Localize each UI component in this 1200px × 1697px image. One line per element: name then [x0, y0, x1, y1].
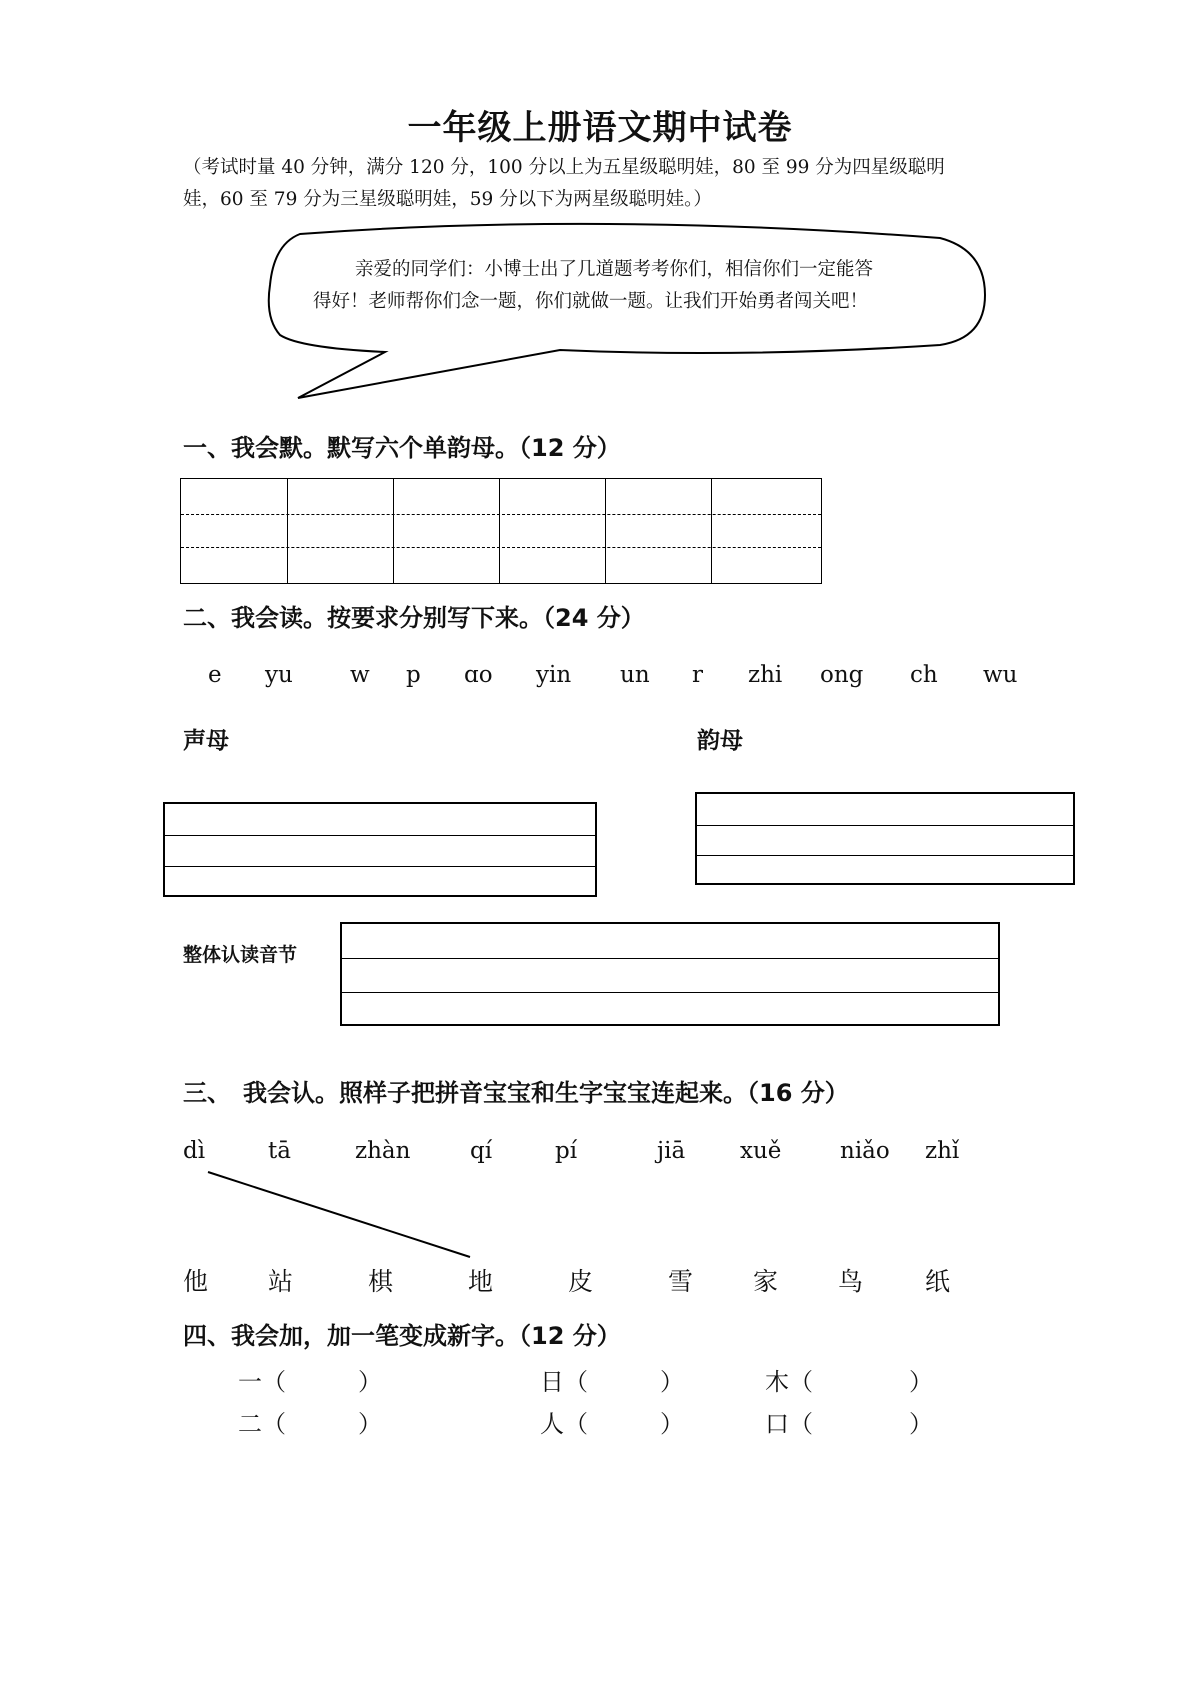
pinyin-item: jiā: [657, 1138, 686, 1164]
syllable: wu: [983, 662, 1018, 688]
pinyin-item: niǎo: [840, 1138, 890, 1164]
add-stroke-item: 二（ ）: [238, 1410, 382, 1438]
syllable: p: [406, 662, 421, 688]
add-stroke-item: 一（ ）: [238, 1368, 382, 1396]
syllable: yin: [536, 662, 572, 688]
character-item: 家: [753, 1267, 779, 1296]
pinyin-item: tā: [268, 1138, 291, 1164]
shengmu-label: 声母: [183, 728, 229, 754]
syllable: r: [692, 662, 703, 688]
character-item: 雪: [668, 1267, 694, 1296]
pinyin-item: pí: [555, 1138, 578, 1164]
character-item: 皮: [568, 1267, 594, 1296]
syllable: ong: [820, 662, 864, 688]
add-stroke-item: 木（ ）: [765, 1368, 933, 1396]
add-stroke-item: 口（ ）: [765, 1410, 933, 1438]
section-4-heading: 四、我会加，加一笔变成新字。（12 分）: [183, 1322, 621, 1350]
character-item: 棋: [368, 1267, 394, 1296]
yunmu-label: 韵母: [697, 728, 743, 754]
character-item: 纸: [925, 1267, 951, 1296]
pinyin-item: dì: [183, 1138, 206, 1164]
section-3-heading: 三、 我会认。照样子把拼音宝宝和生字宝宝连起来。（16 分）: [183, 1079, 849, 1107]
syllable: e: [208, 662, 222, 688]
character-item: 他: [183, 1267, 209, 1296]
pinyin-item: qí: [470, 1138, 493, 1164]
page-title: 一年级上册语文期中试卷: [407, 108, 793, 148]
zhengti-label: 整体认读音节: [183, 944, 298, 966]
syllable: ɑo: [464, 662, 493, 688]
pinyin-item: zhǐ: [925, 1138, 960, 1164]
section-1-heading: 一、我会默。默写六个单韵母。（12 分）: [183, 434, 621, 462]
pinyin-item: zhàn: [355, 1138, 411, 1164]
character-item: 地: [468, 1267, 494, 1296]
pinyin-item: xuě: [740, 1138, 782, 1164]
add-stroke-item: 人（ ）: [540, 1410, 684, 1438]
add-stroke-item: 日（ ）: [540, 1368, 684, 1396]
exam-note-line-2: 娃，60 至 79 分为三星级聪明娃，59 分以下为两星级聪明娃。）: [183, 189, 712, 210]
syllable: w: [350, 662, 370, 688]
bubble-line-2: 得好！老师帮你们念一题，你们就做一题。让我们开始勇者闯关吧！: [313, 291, 869, 312]
character-item: 鸟: [838, 1267, 864, 1296]
syllable: zhi: [748, 662, 783, 688]
syllable: ch: [910, 662, 938, 688]
character-item: 站: [268, 1267, 294, 1296]
section-2-heading: 二、我会读。按要求分别写下来。（24 分）: [183, 604, 645, 632]
exam-note-line-1: （考试时量 40 分钟，满分 120 分，100 分以上为五星级聪明娃，80 至 99 分为四星级聪明: [183, 157, 945, 178]
bubble-line-1: 亲爱的同学们：小博士出了几道题考考你们，相信你们一定能答: [355, 259, 874, 280]
syllable: un: [620, 662, 650, 688]
syllable: yu: [265, 662, 293, 688]
